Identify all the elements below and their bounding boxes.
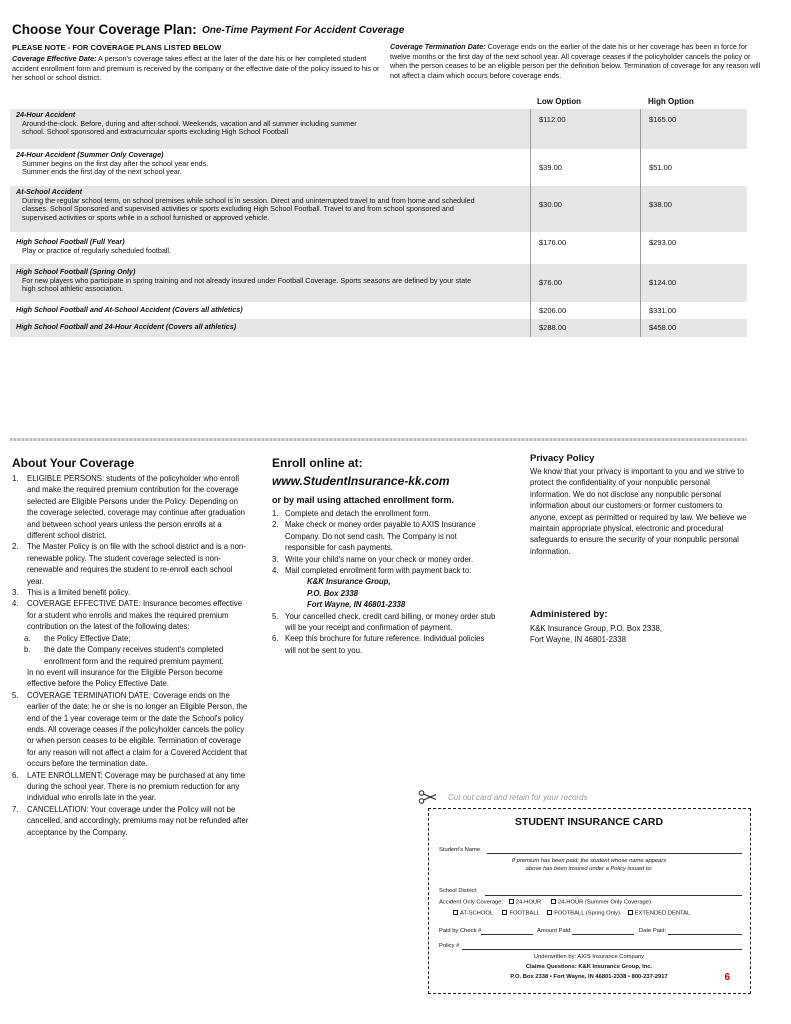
high-option-header: High Option — [648, 97, 694, 106]
plan-name: At-School Accident — [16, 187, 83, 196]
termination-date-label: Coverage Termination Date: — [390, 42, 486, 51]
plan-row — [10, 149, 747, 186]
plan-name: High School Football (Spring Only) — [16, 267, 136, 276]
school-district-line[interactable] — [485, 895, 742, 896]
scissors-icon — [418, 790, 438, 804]
list-item: 1. Complete and detach the enrollment form. — [272, 509, 431, 518]
plan-low-price: $206.00 — [530, 302, 640, 319]
plan-low-price: $39.00 — [530, 149, 640, 186]
plan-detail: For new players who participate in spring training and not already insured under Football Coverage. Sports seasons are defined by your state — [22, 275, 472, 285]
effective-date-paragraph — [12, 54, 382, 83]
plan-detail: classes. School Sponsored and supervised activities or sports excluding High School Football. Travel to and from school sponsored and — [22, 204, 454, 214]
list-item: 1. ELIGIBLE PERSONS: students of the policyholder who enroll and make the required premium contribution for the coverage selected are Eligible Persons under the Policy. Depending on the coverage selected, coverage may continue after graduation and between school years unless the person enrolls at a different school district. — [12, 474, 246, 541]
mailing-address: K&K Insurance Group, P.O. Box 2338 Fort Wayne, IN 46801-2338 — [307, 577, 406, 610]
coverage-options: Accident Only Coverage: 24-HOUR 24-HOUR (Summer Only Coverage) — [439, 899, 651, 906]
claims-questions: Claims Questions: K&K Insurance Group, Inc. — [525, 964, 653, 970]
list-item: 2. The Master Policy is on file with the school district and is a non-renewable policy. The student coverage selected is non-renewable and requires the student to re-enroll each school year. — [12, 542, 246, 586]
school-district-label: School District: — [439, 888, 478, 894]
about-coverage-title: About Your Coverage — [12, 456, 135, 470]
enroll-steps — [272, 508, 497, 656]
plan-detail: Play or practice of regularly scheduled football. — [22, 245, 172, 255]
list-item: 5. COVERAGE TERMINATION DATE: Coverage ends on the earlier of the date: he or she is no longer an Eligible Person, the end of the 1 year coverage term or the date the School's policy ends. All coverage ceases if the policyholder cancels the policy or when person ceases to be eligible. Termination of coverage for any reason will not affect a claim for a Covered Accident that occurs before the termination date. — [12, 690, 248, 769]
enroll-mail-heading: or by mail using attached enrollment form. — [272, 495, 455, 505]
policy-number-label: Policy # — [439, 943, 460, 949]
plan-high-price: $331.00 — [640, 302, 747, 319]
plan-high-price: $51.00 — [640, 149, 747, 186]
plan-detail: Summer ends the first day of the next school year. — [22, 167, 182, 177]
plan-detail: school. School sponsored and extracurricular sports excluding High School Football — [22, 127, 289, 137]
sub-list-item: b. the date the Company receives student's completed enrollment form and the required premium payment. — [24, 645, 224, 666]
list-item: 3. Write your child's name on your check or money order. — [272, 554, 474, 564]
plan-detail: During the regular school term, on school premises while school is in session. Direct and uninterrupted travel to and from home and scheduled — [22, 195, 475, 205]
plan-high-price: $165.00 — [640, 109, 747, 149]
policy-number-line[interactable] — [462, 949, 742, 950]
plan-low-price: $76.00 — [530, 264, 640, 302]
section-divider — [10, 438, 747, 441]
list-item: 7. CANCELLATION: Your coverage under the Policy will not be cancelled, and accordingly, premiums may not be refunded after acceptance by the Company. — [12, 804, 249, 837]
plan-row — [10, 232, 747, 264]
amount-paid-line[interactable] — [572, 934, 634, 935]
paid-by-check-label: Paid by Check # — [439, 928, 482, 934]
termination-date-text: Coverage ends on the earlier of the date his or her coverage has been in force for twelve months or the first day of the next school year. All coverage ceases if the policyholder cancels the policy or when the person ceases to be an eligible person per the definition below. Termination of coverage for any reason will not affect a claim which occurs before coverage ends. — [390, 42, 761, 80]
date-paid-line[interactable] — [668, 934, 742, 935]
plan-subtitle: One-Time Payment For Accident Coverage — [202, 25, 405, 36]
list-item: 4. Mail completed enrollment form with payment back to: — [272, 566, 472, 576]
plan-row — [10, 264, 747, 302]
coverage-options: AT-SCHOOL FOOTBALL FOOTBALL (Spring Only) EXTENDED DENTAL — [449, 910, 690, 917]
privacy-policy-title: Privacy Policy — [530, 453, 595, 464]
plan-row — [10, 319, 747, 337]
list-item: 6. Keep this brochure for future reference. Individual policies will not be sent to you. — [272, 634, 485, 655]
plan-low-price: $112.00 — [530, 109, 640, 149]
plan-detail: high school athletic association. — [22, 284, 124, 294]
student-name-line[interactable] — [487, 853, 742, 854]
enroll-title: Enroll online at: — [272, 456, 363, 470]
checkbox[interactable] — [551, 899, 556, 904]
list-item: 2. Make check or money order payable to AXIS Insurance Company. Do not send cash. The Company is not responsible for cash payments. — [272, 520, 476, 553]
list-item: 3. This is a limited benefit policy. — [12, 588, 130, 598]
plan-row — [10, 109, 747, 149]
checkbox[interactable] — [502, 910, 507, 915]
effective-date-text: A person's coverage takes effect at the later of the date his or her completed student accident enrollment form and premium is received by the company or the effective date of the policy issued to his or her school or school district. — [12, 54, 380, 82]
checkbox[interactable] — [628, 910, 633, 915]
plan-name: High School Football and At-School Accident (Covers all athletics) — [16, 305, 243, 314]
amount-paid-label: Amount Paid: — [537, 928, 572, 934]
premium-note: If premium has been paid, the student whose name appears — [511, 858, 667, 864]
administered-by-title: Administered by: — [530, 609, 608, 620]
card-address: P.O. Box 2338 • Fort Wayne, IN 46801-2338 • 800-237-2917 — [510, 974, 668, 980]
plan-row — [10, 302, 747, 319]
termination-date-paragraph — [390, 42, 768, 80]
plan-detail: supervised activities or sports while in a school furnished or approved vehicle. — [22, 212, 270, 222]
plan-detail: Summer begins on the first day after the school year ends. — [22, 158, 209, 168]
plan-detail: Around-the-clock. Before, during and after school. Weekends, vacation and all summer including summer — [22, 118, 357, 128]
enroll-url-link[interactable]: www.StudentInsurance-kk.com — [272, 474, 450, 488]
plan-low-price: $30.00 — [530, 186, 640, 232]
plan-name: 24-Hour Accident — [16, 110, 76, 119]
card-title: STUDENT INSURANCE CARD — [514, 816, 664, 828]
check-number-line[interactable] — [481, 934, 533, 935]
plan-row — [10, 186, 747, 232]
plan-high-price: $293.00 — [640, 232, 747, 264]
plan-high-price: $124.00 — [640, 264, 747, 302]
underwritten-by: Underwritten by: AXIS Insurance Company — [533, 954, 645, 960]
low-option-header: Low Option — [537, 97, 581, 106]
list-item: 5. Your cancelled check, credit card billing, or money order stub will be your receipt and confirmation of payment. — [272, 611, 496, 633]
checkbox[interactable] — [509, 899, 514, 904]
list-item: 6. LATE ENROLLMENT: Coverage may be purchased at any time during the school year. There is no premium reduction for any individual who enrolls late in the year. — [12, 770, 246, 803]
plan-name: High School Football (Full Year) — [16, 237, 125, 246]
student-insurance-card — [428, 808, 751, 994]
privacy-policy-text: We know that your privacy is important to you and we strive to protect the confidentiality of your nonpublic personal information. We do not disclose any nonpublic personal information about our customers or former customers to anyone, except as permitted or required by law. We believe we maintain appropriate physical, electronic and procedural safeguards to ensure the security of your nonpublic personal information. — [530, 467, 747, 556]
plan-title: Choose Your Coverage Plan: — [12, 22, 197, 37]
plan-name: High School Football and 24-Hour Accident (Covers all athletics) — [16, 322, 237, 331]
plan-low-price: $176.00 — [530, 232, 640, 264]
cut-out-instruction: Cut out card and retain for your records — [448, 793, 588, 802]
plan-note: PLEASE NOTE - FOR COVERAGE PLANS LISTED BELOW — [12, 43, 222, 52]
effective-date-label: Coverage Effective Date: — [12, 54, 97, 63]
plan-low-price: $288.00 — [530, 319, 640, 337]
sub-list-item: a. the Policy Effective Date; — [24, 633, 131, 643]
plan-high-price: $458.00 — [640, 319, 747, 337]
page-number: 6 — [724, 972, 730, 983]
plan-high-price: $38.00 — [640, 186, 747, 232]
administered-by-text: K&K Insurance Group, P.O. Box 2338, Fort Wayne, IN 46801-2338 — [530, 624, 663, 645]
list-item: 4. COVERAGE EFFECTIVE DATE: Insurance becomes effective for a student who enrolls and makes the required premium contribution on the latest of the following dates: — [12, 599, 243, 632]
plan-name: 24-Hour Accident (Summer Only Coverage) — [16, 150, 164, 159]
premium-note: above has been insured under a Policy issued to: — [525, 866, 653, 872]
checkbox[interactable] — [547, 910, 552, 915]
about-coverage-list — [12, 473, 250, 838]
checkbox[interactable] — [453, 910, 458, 915]
student-name-label: Student's Name — [439, 847, 481, 853]
after-note: In no event will insurance for the Eligible Person become effective before the Policy Effective Date. — [27, 667, 223, 689]
date-paid-label: Date Paid: — [639, 928, 667, 934]
